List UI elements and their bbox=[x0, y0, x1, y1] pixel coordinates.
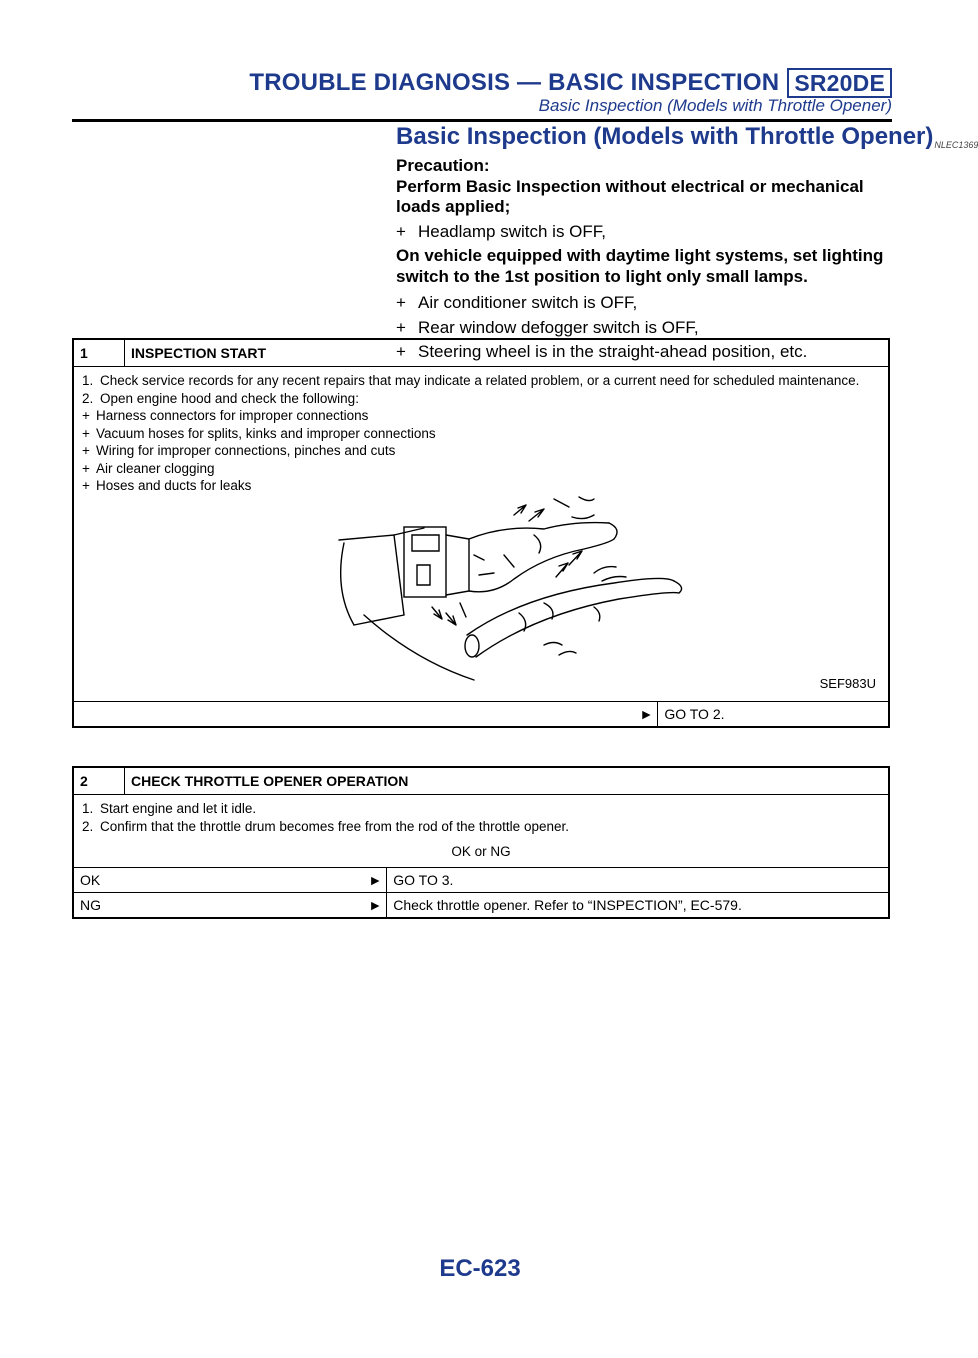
check-text: Air cleaner clogging bbox=[96, 460, 215, 476]
bullet-mark: + bbox=[82, 460, 90, 476]
check-text: Hoses and ducts for leaks bbox=[96, 478, 252, 493]
header-title-text: TROUBLE DIAGNOSIS — BASIC INSPECTION bbox=[249, 69, 780, 96]
bullet-mark: + bbox=[82, 443, 90, 458]
list-item bbox=[82, 818, 880, 836]
step-1-result-row bbox=[73, 701, 889, 727]
step-number: 1 bbox=[73, 339, 125, 367]
check-item bbox=[82, 460, 880, 478]
check-text: Harness connectors for improper connections bbox=[96, 408, 369, 423]
precaution-text: Perform Basic Inspection without electrical or mechanical loads applied; bbox=[396, 176, 864, 216]
arrow-icon: ► bbox=[362, 867, 386, 892]
bullet-mark: + bbox=[396, 317, 406, 337]
check-text: Wiring for improper connections, pinches and cuts bbox=[96, 443, 396, 458]
list-text: Open engine hood and check the following: bbox=[100, 390, 359, 406]
intro-bullet bbox=[396, 318, 892, 339]
result-action: GO TO 2. bbox=[658, 701, 889, 727]
daytime-light-note: On vehicle equipped with daytime light systems, set lighting switch to the 1st position to light only small lamps. bbox=[396, 246, 884, 286]
arrow-icon: ► bbox=[73, 701, 658, 727]
step-number: 2 bbox=[73, 767, 125, 795]
engine-badge: SR20DE bbox=[787, 68, 892, 98]
ng-action: Check throttle opener. Refer to “INSPECTION”, EC-579. bbox=[387, 892, 889, 918]
step-2-body-row bbox=[73, 795, 889, 868]
list-number: 2. bbox=[82, 818, 94, 834]
step-title: CHECK THROTTLE OPENER OPERATION bbox=[125, 767, 890, 795]
list-number: 1. bbox=[82, 373, 94, 388]
figure-code: SEF983U bbox=[819, 676, 876, 691]
precaution-label: Precaution: bbox=[396, 156, 490, 175]
list-number: 2. bbox=[82, 390, 94, 406]
intro-block bbox=[396, 156, 892, 367]
check-text: Vacuum hoses for splits, kinks and improper connections bbox=[96, 425, 436, 441]
intro-bullet bbox=[396, 293, 892, 314]
ok-action: GO TO 3. bbox=[387, 867, 889, 892]
bullet-mark: + bbox=[82, 478, 90, 493]
list-text: Confirm that the throttle drum becomes free from the rod of the throttle opener. bbox=[100, 818, 569, 834]
step-2-table bbox=[72, 766, 890, 919]
step-1-body-row bbox=[73, 367, 889, 702]
list-text: Start engine and let it idle. bbox=[100, 801, 257, 816]
arrow-icon: ► bbox=[362, 892, 386, 918]
check-item bbox=[82, 425, 880, 443]
section-title-text: Basic Inspection (Models with Throttle Opener) bbox=[396, 123, 934, 150]
step-1-table bbox=[72, 338, 890, 728]
bullet-text: Headlamp switch is OFF, bbox=[418, 221, 606, 241]
ok-ng-question: OK or NG bbox=[451, 844, 511, 859]
list-text: Check service records for any recent repairs that may indicate a related problem, or a current need for scheduled maintenance. bbox=[100, 373, 860, 388]
step-2-header bbox=[73, 767, 889, 795]
ng-result-row bbox=[73, 892, 889, 918]
header-divider bbox=[72, 119, 892, 122]
bullet-text: Rear window defogger switch is OFF, bbox=[418, 317, 699, 337]
bullet-text: Air conditioner switch is OFF, bbox=[418, 293, 638, 312]
page-number: EC-623 bbox=[439, 1255, 521, 1282]
bullet-text: Steering wheel is in the straight-ahead position, etc. bbox=[418, 342, 808, 361]
step-2-body bbox=[73, 795, 889, 868]
hose-inspection-illustration bbox=[74, 495, 894, 695]
ok-label: OK bbox=[73, 867, 362, 892]
check-item bbox=[82, 477, 880, 495]
bullet-mark: + bbox=[82, 425, 90, 441]
check-item bbox=[82, 407, 880, 425]
step-1-body bbox=[73, 367, 889, 702]
figure-area bbox=[82, 495, 880, 695]
intro-bullet bbox=[396, 222, 892, 243]
check-item bbox=[82, 442, 880, 460]
bullet-mark: + bbox=[396, 221, 406, 241]
header-subtitle: Basic Inspection (Models with Throttle Opener) bbox=[538, 96, 892, 115]
section-code: NLEC1369 bbox=[934, 140, 978, 150]
step-1-header bbox=[73, 339, 889, 367]
list-number: 1. bbox=[82, 801, 94, 816]
bullet-mark: + bbox=[82, 408, 90, 423]
list-item bbox=[82, 800, 880, 818]
step-title: INSPECTION START bbox=[125, 339, 890, 367]
ng-label: NG bbox=[73, 892, 362, 918]
bullet-mark: + bbox=[396, 342, 406, 361]
list-item bbox=[82, 390, 880, 408]
bullet-mark: + bbox=[396, 293, 406, 312]
list-item bbox=[82, 372, 880, 390]
section-title bbox=[396, 123, 978, 151]
header-title bbox=[249, 68, 892, 98]
ok-result-row bbox=[73, 867, 889, 892]
